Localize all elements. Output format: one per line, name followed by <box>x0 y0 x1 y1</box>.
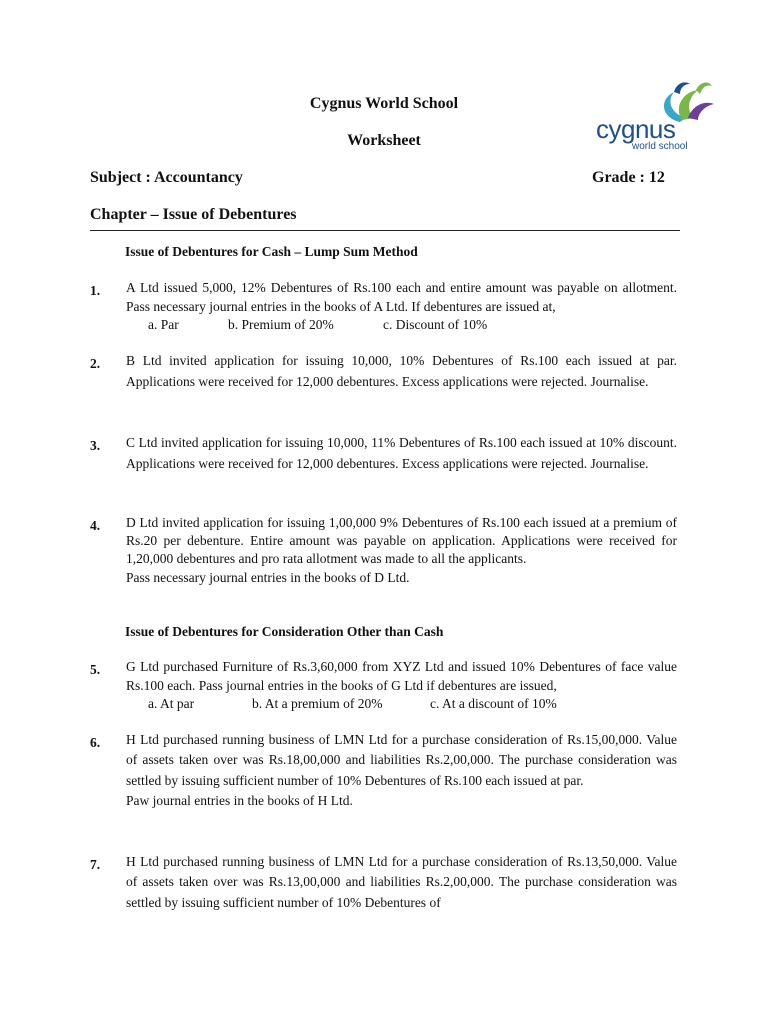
section-heading-non-cash: Issue of Debentures for Consideration Other than Cash <box>125 624 444 639</box>
option-b: b. At a premium of 20% <box>252 696 383 712</box>
question-5 <box>90 658 680 714</box>
question-instruction: Paw journal entries in the books of H Ltd. <box>126 793 353 809</box>
logo-subtext: world school <box>632 141 688 152</box>
question-text: D Ltd invited application for issuing 1,00,000 9% Debentures of Rs.100 each issued at a premium of Rs.20 per debenture. Entire amount was payable on application. Applications were received for 1,20,000 debentures and pro rata allotment was made to all the applicants. <box>126 515 677 567</box>
option-b: b. Premium of 20% <box>228 317 334 333</box>
question-number: 3. <box>90 438 101 453</box>
question-text: B Ltd invited application for issuing 10,000, 10% Debentures of Rs.100 each issued at par. Applications were received for 12,000 debentures. Excess applications were rejected. Journalise. <box>126 353 677 389</box>
question-7 <box>90 852 680 913</box>
question-text: A Ltd issued 5,000, 12% Debentures of Rs.100 each and entire amount was payable on allotment. Pass necessary journal entries in the books of A Ltd. If debentures are issued at, <box>126 280 677 314</box>
chapter-title: Chapter – Issue of Debentures <box>90 206 297 223</box>
option-c: c. Discount of 10% <box>383 317 488 333</box>
question-number: 6. <box>90 735 101 750</box>
section-heading-cash: Issue of Debentures for Cash – Lump Sum Method <box>125 244 418 259</box>
logo-wordmark: cygnus <box>596 114 676 144</box>
question-options <box>148 316 677 335</box>
question-text: H Ltd purchased running business of LMN Ltd for a purchase consideration of Rs.15,00,000. Value of assets taken over was Rs.18,00,000 and liabilities Rs.2,00,000. The purchase consideration was settled by issuing sufficient number of 10% Debentures of Rs.100 each issued at par. <box>126 732 677 788</box>
question-number: 5. <box>90 662 101 677</box>
question-2 <box>90 350 680 392</box>
question-number: 4. <box>90 518 101 533</box>
option-c: c. At a discount of 10% <box>430 696 557 712</box>
question-text: C Ltd invited application for issuing 10,000, 11% Debentures of Rs.100 each issued at 10% discount. Applications were received for 12,000 debentures. Excess applications were rejected. Journalise. <box>126 435 677 471</box>
question-text: G Ltd purchased Furniture of Rs.3,60,000 from XYZ Ltd and issued 10% Debentures of face value Rs.100 each. Pass journal entries in the books of G Ltd if debentures are issued, <box>126 659 677 693</box>
question-number: 2. <box>90 356 101 371</box>
header-divider <box>90 230 680 231</box>
question-options <box>148 695 677 714</box>
worksheet-title: Worksheet <box>347 132 421 149</box>
question-3 <box>90 432 680 474</box>
question-number: 7. <box>90 857 101 872</box>
school-logo <box>592 78 720 154</box>
question-1 <box>90 279 680 335</box>
subject-label: Subject : Accountancy <box>90 169 243 186</box>
grade-label: Grade : 12 <box>592 169 665 186</box>
question-text: H Ltd purchased running business of LMN Ltd for a purchase consideration of Rs.13,50,000. Value of assets taken over was Rs.13,00,000 and liabilities Rs.2,00,000. The purchase consideration was settled by issuing sufficient number of 10% Debentures of <box>126 854 677 910</box>
question-number: 1. <box>90 283 101 298</box>
school-name: Cygnus World School <box>309 95 459 112</box>
option-a: a. Par <box>148 317 179 333</box>
option-a: a. At par <box>148 696 195 712</box>
question-instruction: Pass necessary journal entries in the books of D Ltd. <box>126 569 410 585</box>
question-4 <box>90 514 680 587</box>
question-6 <box>90 730 680 812</box>
